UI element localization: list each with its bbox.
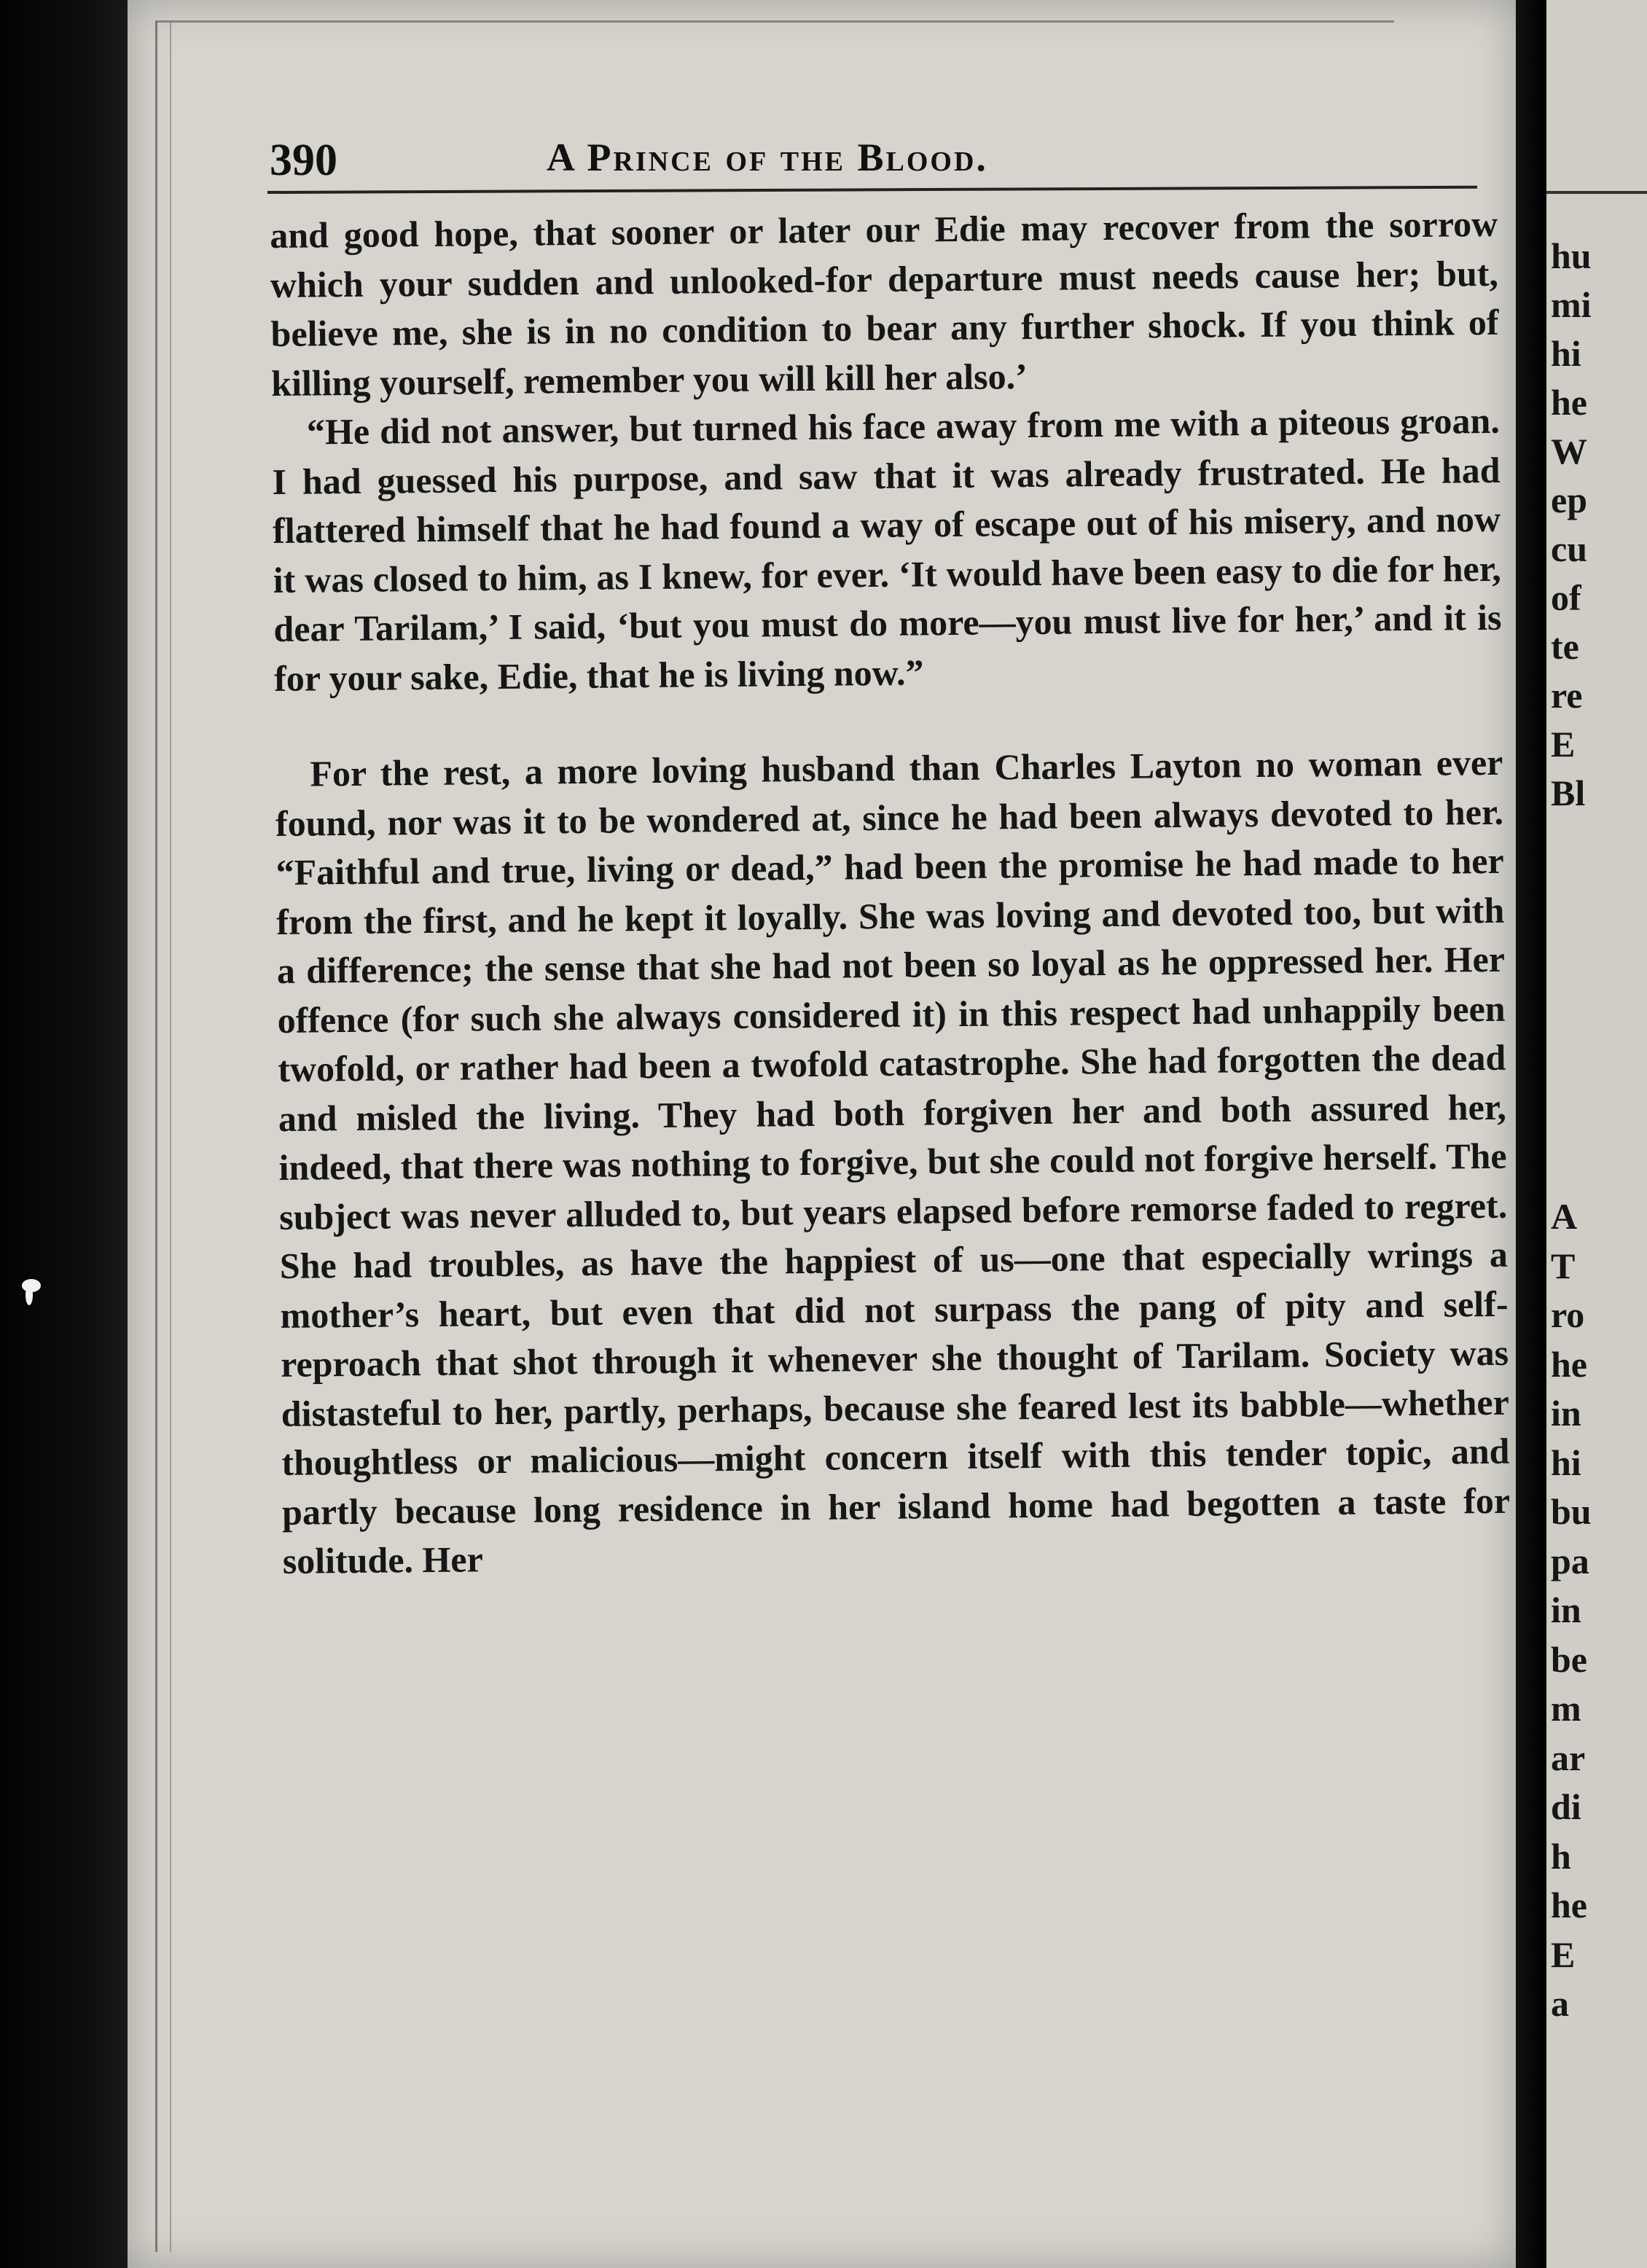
adjacent-page-fragment: hu: [1551, 235, 1592, 276]
paragraph: and good hope, that sooner or later our Edie may recover from the sorrow which your sudden and unlooked-for departure must needs cause her; but, believe me, she is in no condition to bear any further shock. If you think of killing yourself, remember you will kill her also.’: [270, 203, 1499, 404]
adjacent-page-fragment: h: [1551, 1835, 1571, 1877]
adjacent-page-fragment: re: [1551, 675, 1583, 716]
adjacent-page-fragment: ar: [1551, 1737, 1586, 1778]
adjacent-page-fragment: in: [1551, 1393, 1581, 1434]
adjacent-page-fragment: ro: [1551, 1294, 1585, 1335]
adjacent-page-fragment: cu: [1551, 528, 1587, 569]
body-text: [270, 200, 1511, 1587]
running-title: A Prince of the Blood.: [547, 136, 988, 179]
paragraph: “He did not answer, but turned his face away from me with a piteous groan. I had guessed his purpose, and saw that it was already frustrated. He had flattered himself that he had found a way of escape out of his misery, and now it was closed to him, as I knew, for ever. ‘It would have been easy to die for her, dear Tarilam,’ I said, ‘but you must do more—you must live for her,’ and it is for your sake, Edie, that he is living now.”: [272, 399, 1502, 699]
header-rule: [1546, 191, 1647, 194]
page-frame-line: [155, 20, 1394, 23]
adjacent-page-fragment: pa: [1551, 1540, 1589, 1581]
adjacent-page-fragment: ep: [1551, 480, 1587, 520]
adjacent-page-fragment: a: [1551, 1983, 1569, 2024]
adjacent-page-fragment: Bl: [1551, 773, 1586, 813]
adjacent-page-fragment: A: [1551, 1196, 1578, 1237]
adjacent-page-fragment: mi: [1551, 284, 1592, 325]
adjacent-page-fragment: T: [1551, 1245, 1576, 1286]
book-gutter: [1516, 0, 1546, 2268]
adjacent-page-fragment: E: [1551, 1933, 1576, 1975]
paragraph: For the rest, a more loving husband than Charles Layton no woman ever found, nor was it to be wondered at, since he had been always devoted to her. “Faithful and true, living or dead,” had been the promise he had made to her from the first, and he kept it loyally. She was loving and devoted too, but with a difference; the sense that she had not been so loyal as he oppressed her. Her offence (for such she always considered it) in this respect had unhappily been twofold, or rather had been a twofold catastrophe. She had forgotten the dead and misled the living. They had both forgiven her and both assured her, indeed, that there was nothing to forgive, but she could not forgive herself. The subject was never alluded to, but years elapsed before remorse faded to regret. She had troubles, as have the happiest of us—one that especially wrings a mother’s heart, but even that did not surpass the pang of pity and self-reproach that shot through it whenever she thought of Tarilam. Society was distasteful to her, partly, perhaps, because she feared lest its babble—whether thoughtless or malicious—might concern itself with this tender topic, and partly because long residence in her island home had begotten a taste for solitude. Her: [275, 741, 1511, 1581]
page-frame-line: [170, 22, 171, 2252]
adjacent-page-fragment: hi: [1551, 1442, 1581, 1483]
scan-speck: [26, 1285, 33, 1305]
adjacent-page-fragment: E: [1551, 724, 1576, 765]
adjacent-page-fragment: he: [1551, 1343, 1587, 1385]
adjacent-page-fragment: he: [1551, 1885, 1587, 1925]
adjacent-page-fragment: bu: [1551, 1491, 1592, 1532]
book-page: [128, 0, 1516, 2268]
page-frame-line: [155, 22, 157, 2252]
adjacent-page-fragment: di: [1551, 1786, 1581, 1827]
adjacent-page-fragment: hi: [1551, 333, 1581, 374]
adjacent-page-fragment: of: [1551, 577, 1581, 618]
adjacent-page-fragment: m: [1551, 1688, 1581, 1729]
adjacent-page-edge: [1546, 0, 1647, 2268]
scan-left-border: [0, 0, 135, 2268]
adjacent-page-fragment: in: [1551, 1589, 1581, 1630]
adjacent-page-fragment: he: [1551, 382, 1587, 423]
running-header: [270, 128, 1479, 193]
adjacent-page-fragment: be: [1551, 1638, 1587, 1680]
adjacent-page-fragment: te: [1551, 626, 1579, 667]
adjacent-page-fragment: W: [1551, 431, 1587, 472]
page-number: 390: [270, 136, 337, 185]
